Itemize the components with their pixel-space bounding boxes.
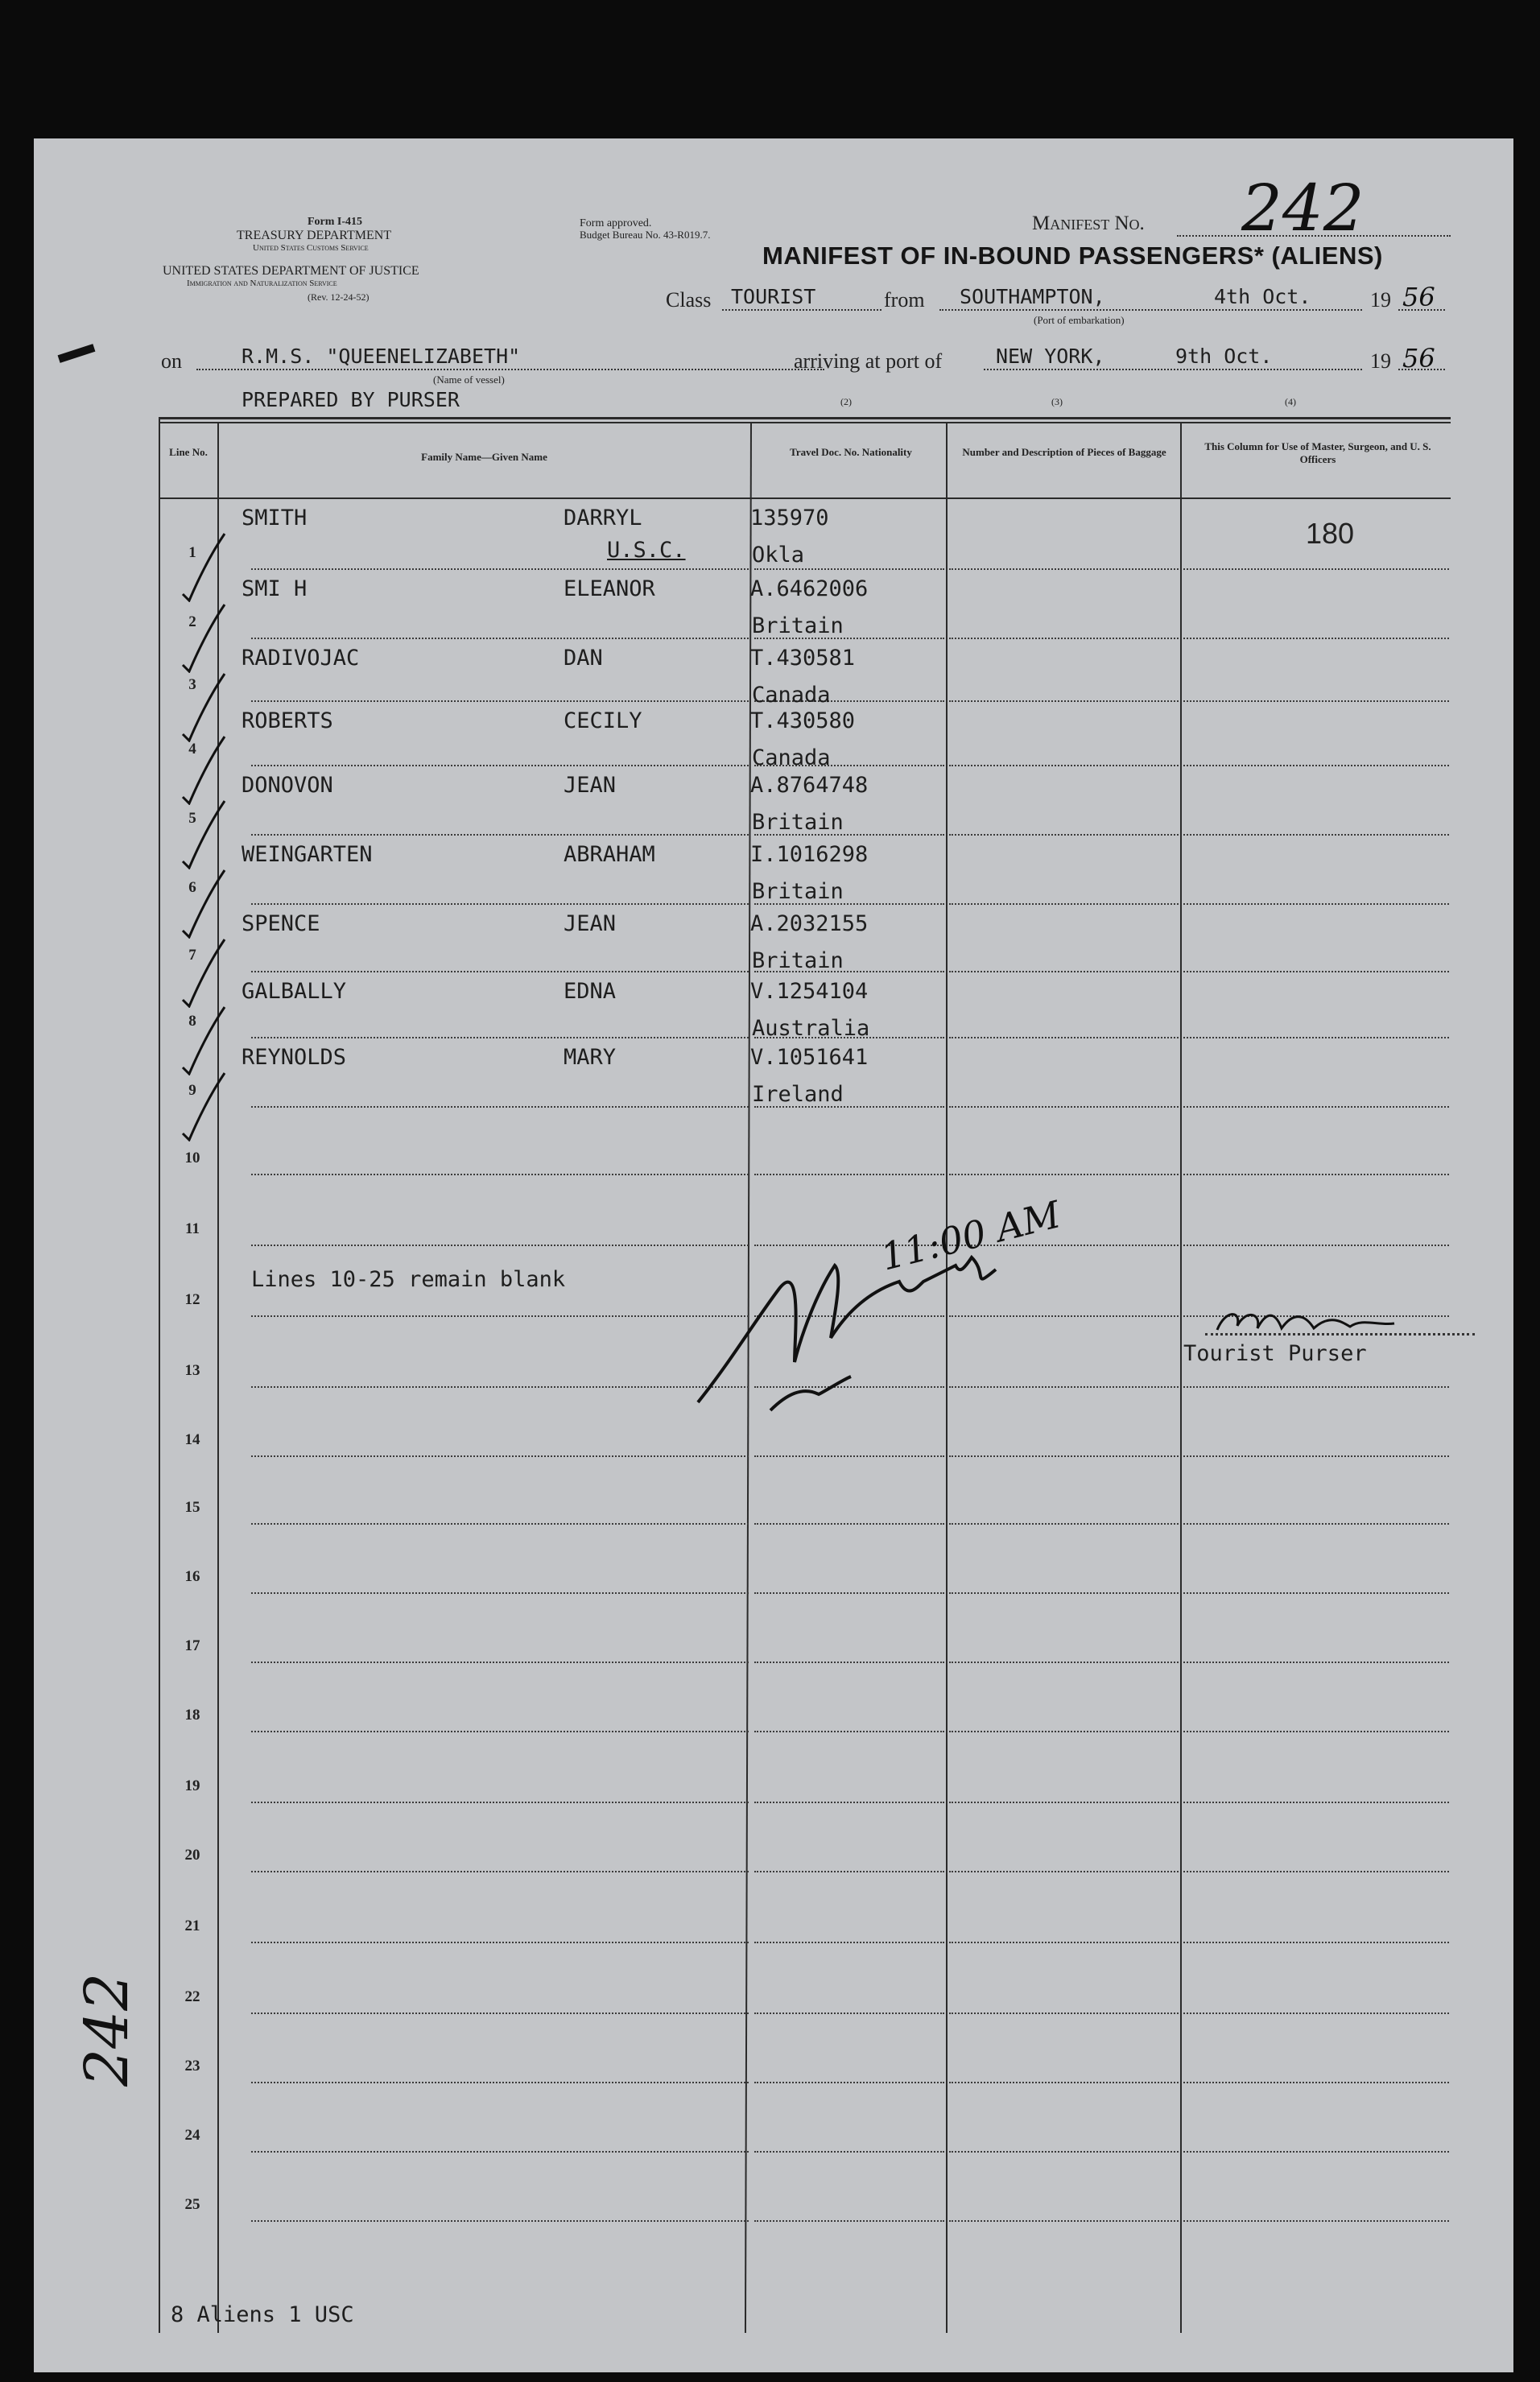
line-number: 4	[188, 741, 196, 758]
travel-doc-number: A.2032155	[750, 911, 869, 936]
embark-date: 4th Oct.	[1214, 285, 1311, 308]
margin-number: 242	[72, 1972, 142, 2087]
approval-line-2: Budget Bureau No. 43-R019.7.	[580, 229, 711, 241]
manifest-no-label: Manifest No.	[1032, 213, 1145, 234]
row-divider-officers	[1183, 971, 1449, 972]
col-4-number: (4)	[1285, 396, 1296, 407]
row-divider	[251, 1802, 749, 1803]
row-divider-officers	[1183, 568, 1449, 570]
row-divider-officers	[1183, 903, 1449, 905]
class-line	[722, 309, 881, 311]
passenger-given-name: CECILY	[564, 708, 642, 733]
embark-year: 56	[1402, 282, 1435, 312]
row-divider-officers	[1183, 1662, 1449, 1663]
line-number: 15	[184, 1499, 200, 1516]
row-divider-doc	[754, 1802, 944, 1803]
passenger-given-name: JEAN	[564, 773, 617, 798]
line-number: 11	[185, 1220, 200, 1237]
passenger-given-name: DAN	[564, 646, 603, 671]
line-number: 5	[188, 810, 196, 827]
travel-doc-number: I.1016298	[750, 842, 869, 867]
row-divider-officers	[1183, 1942, 1449, 1943]
line-number: 24	[184, 2127, 200, 2144]
row-divider	[251, 1245, 749, 1246]
line-number: 17	[184, 1637, 200, 1654]
row-divider-baggage	[949, 1037, 1179, 1038]
purser-line	[1205, 1333, 1475, 1335]
passenger-family-name: DONOVON	[242, 773, 333, 798]
row-divider-officers	[1183, 2013, 1449, 2014]
manifest-sheet	[34, 138, 1513, 2372]
row-divider	[251, 834, 749, 836]
nationality: Britain	[752, 613, 844, 638]
nationality: Britain	[752, 948, 844, 973]
row-divider-baggage	[949, 834, 1179, 836]
on-label: on	[161, 349, 182, 373]
row-divider-officers	[1183, 834, 1449, 836]
vessel-line	[196, 369, 824, 370]
check-mark	[175, 733, 231, 805]
travel-doc-number: A.6462006	[750, 576, 869, 601]
passenger-given-name: ELEANOR	[564, 576, 655, 601]
travel-doc-number: V.1051641	[750, 1045, 869, 1070]
row-divider	[251, 1315, 749, 1317]
row-divider-doc	[754, 1523, 944, 1525]
row-divider	[251, 903, 749, 905]
row-divider	[251, 2151, 749, 2153]
row-divider-officers	[1183, 765, 1449, 766]
arrival-date: 9th Oct.	[1175, 345, 1273, 368]
col-header-line: Line No.	[169, 446, 208, 458]
passenger-family-name: SMI H	[242, 576, 308, 601]
passenger-family-name: GALBALLY	[242, 979, 347, 1004]
ins-service: Immigration and Naturalization Service	[187, 279, 337, 288]
blank-note: Lines 10-25 remain blank	[251, 1267, 566, 1292]
row-divider-baggage	[949, 1592, 1179, 1594]
line-number: 3	[188, 676, 196, 693]
check-mark	[175, 670, 231, 742]
travel-doc-number: T.430581	[750, 646, 856, 671]
embark-year-prefix: 19	[1370, 288, 1391, 312]
row-divider-officers	[1183, 1455, 1449, 1457]
table-top-inner	[159, 422, 1451, 423]
row-divider	[251, 1037, 749, 1038]
passenger-family-name: REYNOLDS	[242, 1045, 347, 1070]
nationality: Ireland	[752, 1082, 844, 1107]
purser-caption: Tourist Purser	[1183, 1341, 1367, 1366]
line-number: 16	[184, 1568, 200, 1585]
passenger-given-name: MARY	[564, 1045, 617, 1070]
row-divider-doc	[754, 1871, 944, 1872]
row-divider-doc	[754, 2013, 944, 2014]
row-divider	[251, 765, 749, 766]
vessel-caption: (Name of vessel)	[433, 374, 505, 386]
row-divider	[251, 971, 749, 972]
row-divider	[251, 1592, 749, 1594]
nationality: Australia	[752, 1016, 870, 1041]
row-divider-doc	[754, 2151, 944, 2153]
row-divider-baggage	[949, 1942, 1179, 1943]
line-number: 1	[188, 544, 196, 561]
check-mark	[175, 797, 231, 869]
line-number: 13	[184, 1362, 200, 1379]
row-divider-baggage	[949, 638, 1179, 639]
row-divider-officers	[1183, 1037, 1449, 1038]
nationality: Canada	[752, 683, 831, 708]
row-divider-baggage	[949, 1871, 1179, 1872]
row-divider-baggage	[949, 2082, 1179, 2083]
row-divider-officers	[1183, 1802, 1449, 1803]
row-divider-baggage	[949, 568, 1179, 570]
row-divider	[251, 1386, 749, 1388]
row-divider-officers	[1183, 2151, 1449, 2153]
pen-mark	[58, 344, 96, 363]
passenger-family-name: WEINGARTEN	[242, 842, 373, 867]
row-divider-baggage	[949, 1731, 1179, 1732]
row-divider-baggage	[949, 1523, 1179, 1525]
footer-note: 8 Aliens 1 USC	[171, 2302, 354, 2327]
from-label: from	[884, 288, 925, 312]
table-left	[159, 417, 160, 2333]
row-divider-officers	[1183, 2220, 1449, 2222]
check-mark	[175, 1069, 231, 1141]
check-mark	[175, 866, 231, 939]
passenger-given-name: DARRYL	[564, 506, 642, 530]
row-divider-officers	[1183, 1106, 1449, 1108]
row-divider-baggage	[949, 2151, 1179, 2153]
row-divider	[251, 1523, 749, 1525]
row-divider	[251, 1662, 749, 1663]
row-divider-baggage	[949, 2013, 1179, 2014]
row-divider-doc	[754, 1662, 944, 1663]
arrival-year: 56	[1402, 343, 1435, 374]
treasury-dept: TREASURY DEPARTMENT	[237, 229, 392, 242]
col-header-name: Family Name—Given Name	[421, 451, 547, 463]
check-mark	[175, 935, 231, 1008]
row-divider	[251, 1106, 749, 1108]
line-number: 21	[184, 1918, 200, 1934]
row-divider	[251, 2220, 749, 2222]
arriving-label: arriving at port of	[794, 349, 943, 373]
col-2-number: (2)	[840, 396, 852, 407]
arrival-port: NEW YORK,	[996, 345, 1105, 368]
class-label: Class	[666, 288, 712, 312]
passenger-family-name: ROBERTS	[242, 708, 333, 733]
approval-line-1: Form approved.	[580, 217, 652, 229]
line-number: 2	[188, 613, 196, 630]
row-divider-officers	[1183, 1592, 1449, 1594]
customs-service: United States Customs Service	[253, 243, 369, 253]
travel-doc-number: A.8764748	[750, 773, 869, 798]
line-number: 6	[188, 879, 196, 896]
justice-dept: UNITED STATES DEPARTMENT OF JUSTICE	[163, 264, 419, 278]
vessel-name: R.M.S. "QUEENELIZABETH"	[242, 345, 521, 368]
row-divider-doc	[754, 1592, 944, 1594]
row-divider-officers	[1183, 1731, 1449, 1732]
col-divider-officers	[1180, 422, 1182, 2333]
prepared-by: PREPARED BY PURSER	[242, 388, 460, 411]
citizenship-note: U.S.C.	[607, 538, 686, 563]
embark-line	[939, 309, 1362, 311]
row-divider-doc	[754, 1731, 944, 1732]
col-header-officers: This Column for Use of Master, Surgeon, and U. S. Officers	[1204, 440, 1431, 465]
row-divider	[251, 700, 749, 702]
row-divider-baggage	[949, 1662, 1179, 1663]
class-value: TOURIST	[731, 285, 816, 308]
row-divider-baggage	[949, 1802, 1179, 1803]
line-number: 7	[188, 947, 196, 964]
line-number: 20	[184, 1847, 200, 1864]
row-divider-officers	[1183, 1871, 1449, 1872]
row-divider	[251, 568, 749, 570]
row-divider	[251, 1455, 749, 1457]
row-divider-doc	[754, 2082, 944, 2083]
passenger-given-name: EDNA	[564, 979, 617, 1004]
line-number: 14	[184, 1431, 200, 1448]
port-embark-caption: (Port of embarkation)	[1034, 314, 1125, 326]
check-mark	[175, 601, 231, 673]
row-divider-doc	[754, 1942, 944, 1943]
col-header-baggage: Number and Description of Pieces of Baggage	[962, 446, 1166, 458]
line-number: 10	[184, 1150, 200, 1166]
row-divider	[251, 1731, 749, 1732]
row-divider	[251, 1871, 749, 1872]
row-divider-officers	[1183, 2082, 1449, 2083]
check-mark	[175, 530, 231, 602]
header-bottom	[159, 497, 1451, 499]
passenger-family-name: SPENCE	[242, 911, 320, 936]
row-divider-officers	[1183, 1174, 1449, 1175]
row-divider-officers	[1183, 1523, 1449, 1525]
nationality: Britain	[752, 810, 844, 835]
col-header-travel: Travel Doc. No. Nationality	[790, 446, 912, 458]
passenger-given-name: ABRAHAM	[564, 842, 655, 867]
table-top	[159, 417, 1451, 419]
travel-doc-number: 135970	[750, 506, 829, 530]
arrival-year-prefix: 19	[1370, 349, 1391, 373]
manifest-title: MANIFEST OF IN-BOUND PASSENGERS* (ALIENS)	[762, 242, 1383, 270]
nationality: Britain	[752, 879, 844, 904]
row-divider	[251, 638, 749, 639]
embark-year-line	[1398, 309, 1445, 311]
arrival-line	[984, 369, 1362, 370]
line-number: 22	[184, 1988, 200, 2005]
row-divider	[251, 2013, 749, 2014]
row-divider-officers	[1183, 700, 1449, 702]
row-divider	[251, 2082, 749, 2083]
row-divider-officers	[1183, 638, 1449, 639]
travel-doc-number: T.430580	[750, 708, 856, 733]
row-divider-baggage	[949, 903, 1179, 905]
line-number: 25	[184, 2196, 200, 2213]
officer-note: 180	[1306, 517, 1355, 550]
row-divider-officers	[1183, 1386, 1449, 1388]
check-mark	[175, 1003, 231, 1075]
row-divider-baggage	[949, 2220, 1179, 2222]
row-divider-officers	[1183, 1245, 1449, 1246]
line-number: 12	[184, 1291, 200, 1308]
passenger-given-name: JEAN	[564, 911, 617, 936]
line-number: 8	[188, 1013, 196, 1030]
row-divider-baggage	[949, 700, 1179, 702]
nationality: Canada	[752, 745, 831, 770]
line-number: 18	[184, 1707, 200, 1724]
line-number: 9	[188, 1082, 196, 1099]
arrival-year-line	[1398, 369, 1445, 370]
line-number: 19	[184, 1777, 200, 1794]
purser-signature	[1201, 1298, 1475, 1346]
inspection-time: 11:00 AM	[876, 1192, 1065, 1279]
embark-port: SOUTHAMPTON,	[960, 285, 1105, 308]
line-number: 23	[184, 2058, 200, 2074]
passenger-family-name: RADIVOJAC	[242, 646, 360, 671]
row-divider-baggage	[949, 1106, 1179, 1108]
revision: (Rev. 12-24-52)	[308, 291, 370, 303]
row-divider-baggage	[949, 971, 1179, 972]
col-3-number: (3)	[1051, 396, 1063, 407]
row-divider-doc	[754, 568, 944, 570]
manifest-no-handwritten: 242	[1241, 171, 1365, 246]
form-number: Form I-415	[308, 216, 363, 228]
row-divider	[251, 1174, 749, 1175]
nationality: Okla	[752, 543, 805, 568]
travel-doc-number: V.1254104	[750, 979, 869, 1004]
passenger-family-name: SMITH	[242, 506, 308, 530]
row-divider-baggage	[949, 765, 1179, 766]
row-divider-doc	[754, 2220, 944, 2222]
row-divider	[251, 1942, 749, 1943]
